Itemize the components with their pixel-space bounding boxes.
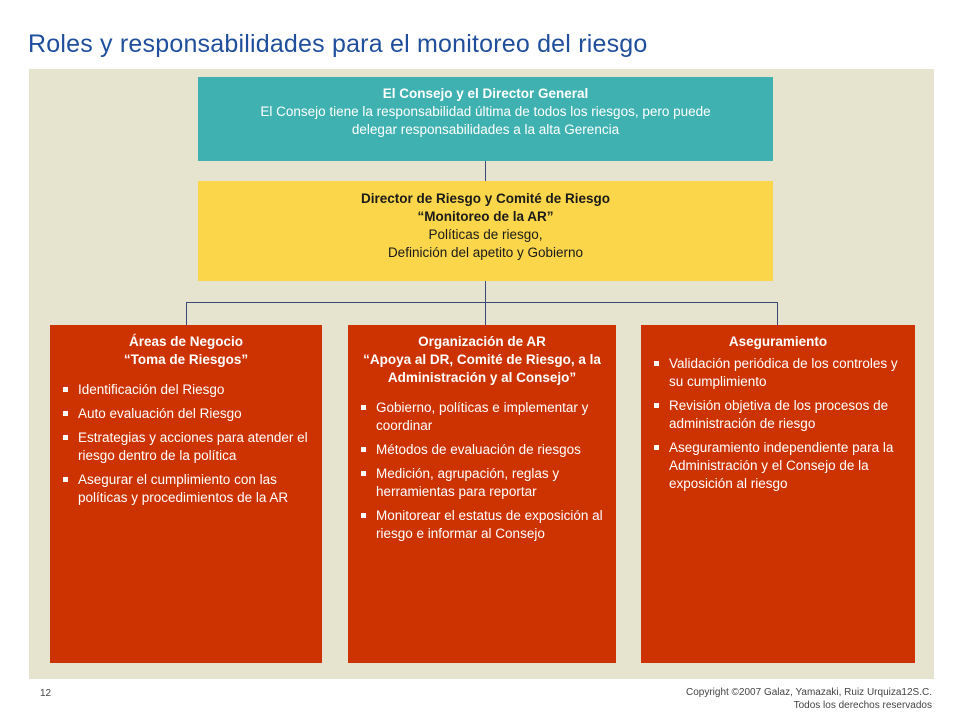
connector-horizontal xyxy=(186,302,778,303)
connector-mid-down xyxy=(485,281,486,302)
risk-director-title: Director de Riesgo y Comité de Riesgo xyxy=(360,191,611,206)
risk-director-box xyxy=(198,181,773,281)
connector-col-3 xyxy=(777,302,778,325)
copyright-notice xyxy=(686,686,932,712)
connector-top-mid xyxy=(485,161,486,181)
risk-org-title: Organización de AR xyxy=(418,334,546,349)
list-item: Revisión objetiva de los procesos de administración de riesgo xyxy=(651,397,905,433)
assurance-box xyxy=(641,325,915,663)
list-item: Auto evaluación del Riesgo xyxy=(60,405,312,423)
list-item: Aseguramiento independiente para la Administración y el Consejo de la exposición al riesgo xyxy=(651,439,905,493)
list-item: Medición, agrupación, reglas y herramientas para reportar xyxy=(358,465,606,501)
copyright-line2: Todos los derechos reservados xyxy=(793,700,932,711)
risk-org-list xyxy=(358,399,606,543)
connector-col-1 xyxy=(186,302,187,325)
list-item: Gobierno, políticas e implementar y coordinar xyxy=(358,399,606,435)
board-director-line1: El Consejo tiene la responsabilidad última de todos los riesgos, pero puede xyxy=(260,104,711,119)
assurance-list xyxy=(651,355,905,493)
risk-director-line1: Políticas de riesgo, xyxy=(428,227,543,242)
list-item: Monitorear el estatus de exposición al riesgo e informar al Consejo xyxy=(358,507,606,543)
risk-org-subtitle: “Apoya al DR, Comité de Riesgo, a la Administración y al Consejo” xyxy=(363,352,601,385)
connector-col-2 xyxy=(485,302,486,325)
list-item: Métodos de evaluación de riesgos xyxy=(358,441,606,459)
list-item: Estrategias y acciones para atender el riesgo dentro de la política xyxy=(60,429,312,465)
copyright-line1: Copyright ©2007 Galaz, Yamazaki, Ruiz Urquiza12S.C. xyxy=(685,687,932,698)
board-director-box xyxy=(198,77,773,161)
assurance-title: Aseguramiento xyxy=(728,334,828,349)
board-director-title: El Consejo y el Director General xyxy=(382,86,589,101)
business-areas-list xyxy=(60,381,312,507)
list-item: Asegurar el cumplimiento con las políticas y procedimientos de la AR xyxy=(60,471,312,507)
risk-director-subtitle: “Monitoreo de la AR” xyxy=(417,209,554,224)
risk-org-box xyxy=(348,325,616,663)
list-item: Identificación del Riesgo xyxy=(60,381,312,399)
business-areas-subtitle: “Toma de Riesgos” xyxy=(123,352,249,367)
board-director-line2: delegar responsabilidades a la alta Gerencia xyxy=(351,122,620,137)
business-areas-title: Áreas de Negocio xyxy=(128,334,244,349)
slide-title: Roles y responsabilidades para el monitoreo del riesgo xyxy=(28,30,648,58)
list-item: Validación periódica de los controles y su cumplimiento xyxy=(651,355,905,391)
risk-director-line2: Definición del apetito y Gobierno xyxy=(387,245,584,260)
business-areas-box xyxy=(50,325,322,663)
page-number: 12 xyxy=(40,688,52,699)
